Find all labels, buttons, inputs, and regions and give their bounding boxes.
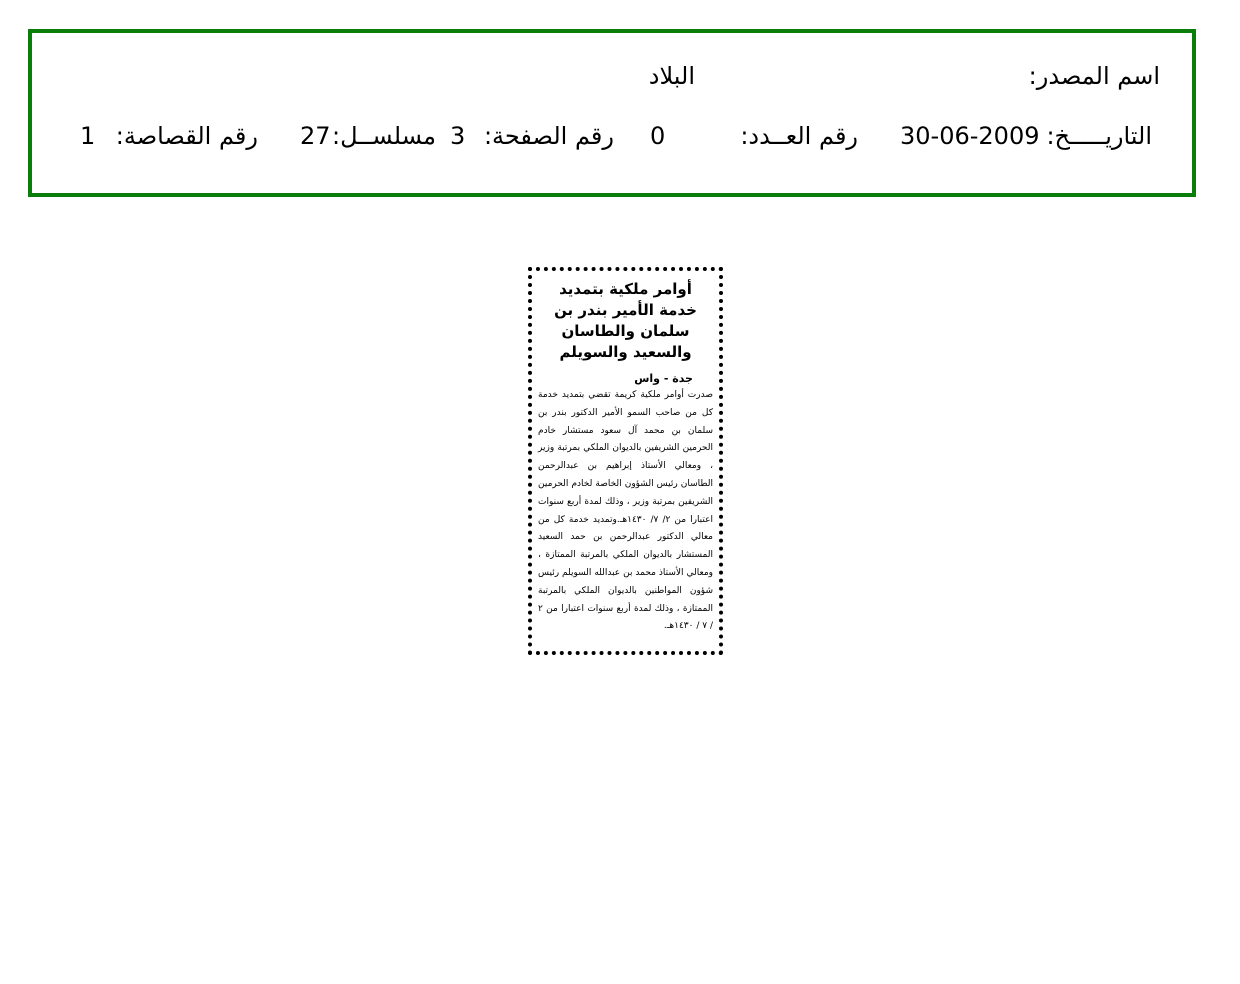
- source-value: البلاد: [648, 62, 695, 90]
- date-value: 30-06-2009: [900, 122, 1040, 150]
- serial-label: مسلســل:: [332, 122, 436, 150]
- article-headline: أوامر ملكية بتمديد خدمة الأمير بندر بن سلمان والطاسان والسعيد والسويلم: [554, 280, 697, 361]
- clipping-header-box: [28, 29, 1196, 197]
- page-value: 3: [450, 122, 466, 150]
- article-body: صدرت أوامر ملكية كريمة تقضي بتمديد خدمة كل من صاحب السمو الأمير الدكتور بندر بن سلمان بن محمد آل سعود مستشار خادم الحرمين الشريفين بالديوان الملكي بمرتبة وزير ، ومعالي الأستاذ إبراهيم بن عبدالرحمن الطاسان رئيس الشؤون الخاصة لخادم الحرمين الشريفين بمرتبة وزير ، وذلك لمدة أربع سنوات اعتبارا من ٢/ ٧/ ١٤٣٠هـ.وتمديد خدمة كل من معالي الدكتور عبدالرحمن بن حمد السعيد المستشار بالديوان الملكي بالمرتبة الممتازة ، ومعالي الأستاذ محمد بن عبدالله السويلم رئيس شؤون المواطنين بالديوان الملكي بالمرتبة الممتازة ، وذلك لمدة أربع سنوات اعتبارا من ٢ / ٧ / ١٤٣٠هـ.: [538, 390, 713, 632]
- issue-label: رقم العــدد:: [740, 122, 858, 150]
- serial-value: 27: [300, 122, 331, 150]
- clip-value: 1: [80, 122, 96, 150]
- source-label: اسم المصدر:: [1028, 62, 1160, 90]
- newspaper-clipping: [528, 267, 723, 655]
- clip-label: رقم القصاصة:: [115, 122, 258, 150]
- article-byline: جدة - واس: [634, 372, 693, 385]
- issue-value: 0: [650, 122, 666, 150]
- page-label: رقم الصفحة:: [483, 122, 614, 150]
- date-label: التاريـــــخ:: [1046, 122, 1152, 150]
